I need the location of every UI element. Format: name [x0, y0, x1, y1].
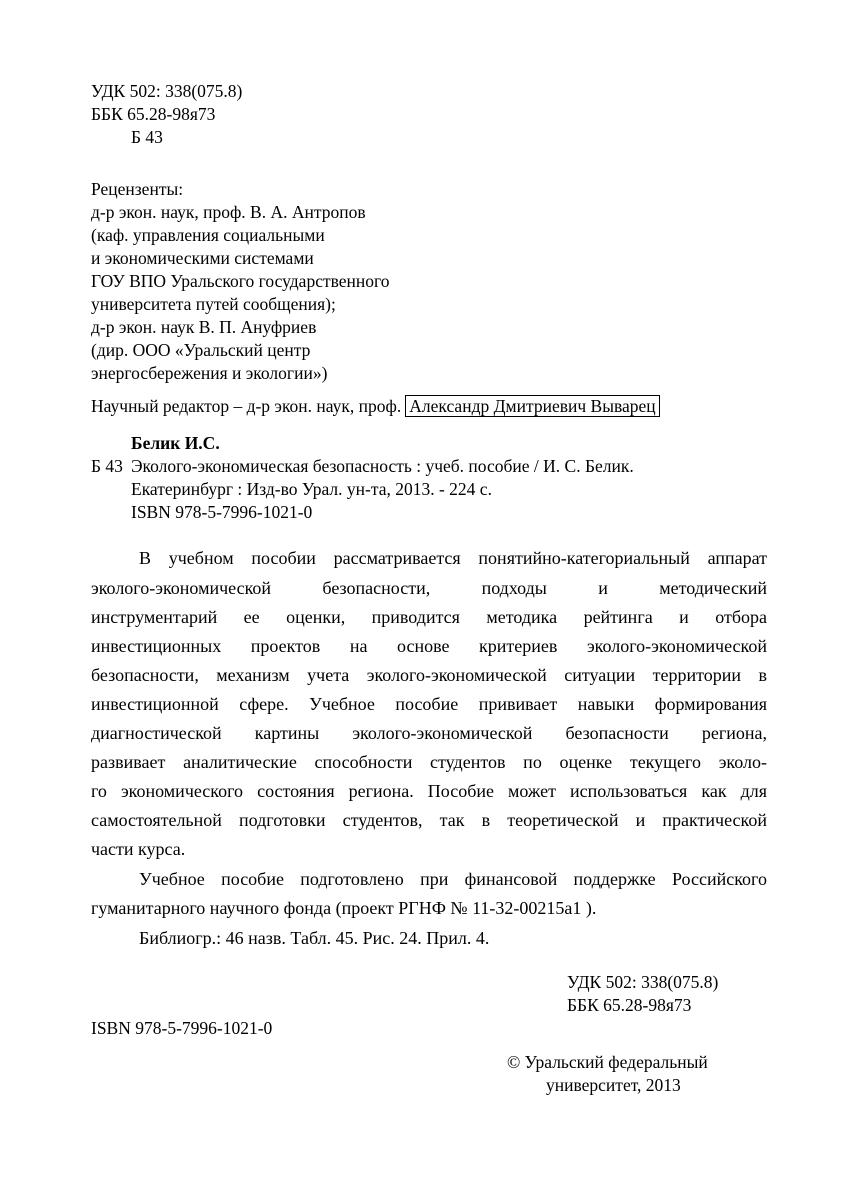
funding-line: гуманитарного научного фонда (проект РГНФ № 11-32-00215а1 ). [91, 898, 597, 918]
reviewer-line: д-р экон. наук В. П. Ануфриев [91, 317, 317, 337]
scientific-editor [91, 395, 660, 418]
author-sign: Б 43 [131, 127, 163, 147]
bib-title: Эколого-экономическая безопасность : учеб. пособие / И. С. Белик. [131, 456, 634, 476]
abstract-line: части курса. [91, 839, 186, 859]
reviewer-line: (каф. управления социальными [91, 225, 325, 245]
reviewer-line: университета путей сообщения); [91, 294, 336, 314]
reviewers-title: Рецензенты: [91, 179, 184, 199]
abstract-line: безопасности, механизм учета эколого-экономической ситуации территории в [91, 665, 767, 685]
reviewer-line: энергосбережения и экологии») [91, 363, 328, 383]
copyright-line: университет, 2013 [546, 1075, 681, 1095]
abstract-line: го экономического состояния региона. Пособие может использоваться как для [91, 781, 767, 801]
copyright-line: © Уральский федеральный [507, 1052, 708, 1072]
abstract-line: самостоятельной подготовки студентов, так в теоретической и практической [91, 810, 767, 830]
abstract-line: развивает аналитические способности студентов по оценке текущего эколо- [91, 752, 767, 772]
footer-udk: УДК 502: 338(075.8) [567, 972, 719, 992]
reviewer-line: и экономическими системами [91, 248, 314, 268]
bib-publisher: Екатеринбург : Изд-во Урал. ун-та, 2013. - 224 с. [131, 479, 492, 499]
reviewer-line: (дир. ООО «Уральский центр [91, 340, 311, 360]
footer-bbk: ББК 65.28-98я73 [567, 995, 692, 1015]
editor-label: Научный редактор – д-р экон. наук, проф. [91, 396, 402, 416]
reviewer-line: ГОУ ВПО Уральского государственного [91, 271, 390, 291]
footer-isbn: ISBN 978-5-7996-1021-0 [91, 1018, 273, 1038]
reviewer-line: д-р экон. наук, проф. В. А. Антропов [91, 202, 366, 222]
abstract-line: инструментарий ее оценки, приводится методика рейтинга и отбора [91, 607, 767, 627]
funding-line: Учебное пособие подготовлено при финансовой поддержке Российского [139, 869, 767, 889]
abstract-line: диагностической картины эколого-экономической безопасности региона, [91, 723, 767, 743]
abstract-line: инвестиционной сфере. Учебное пособие прививает навыки формирования [91, 694, 767, 714]
udk-code: УДК 502: 338(075.8) [91, 81, 243, 101]
abstract-line: инвестиционных проектов на основе критериев эколого-экономической [91, 636, 767, 656]
abstract-line: В учебном пособии рассматривается понятийно-категориальный аппарат [139, 548, 767, 568]
abstract-line: эколого-экономической безопасности, подходы и методический [91, 578, 767, 598]
editor-name-field[interactable]: Александр Дмитриевич Выварец [405, 395, 659, 417]
bib-isbn: ISBN 978-5-7996-1021-0 [131, 502, 313, 522]
bib-author: Белик И.С. [131, 433, 220, 453]
bbk-code: ББК 65.28-98я73 [91, 104, 216, 124]
biblio-stats: Библиогр.: 46 назв. Табл. 45. Рис. 24. Прил. 4. [139, 928, 490, 948]
bib-code: Б 43 [91, 456, 123, 476]
